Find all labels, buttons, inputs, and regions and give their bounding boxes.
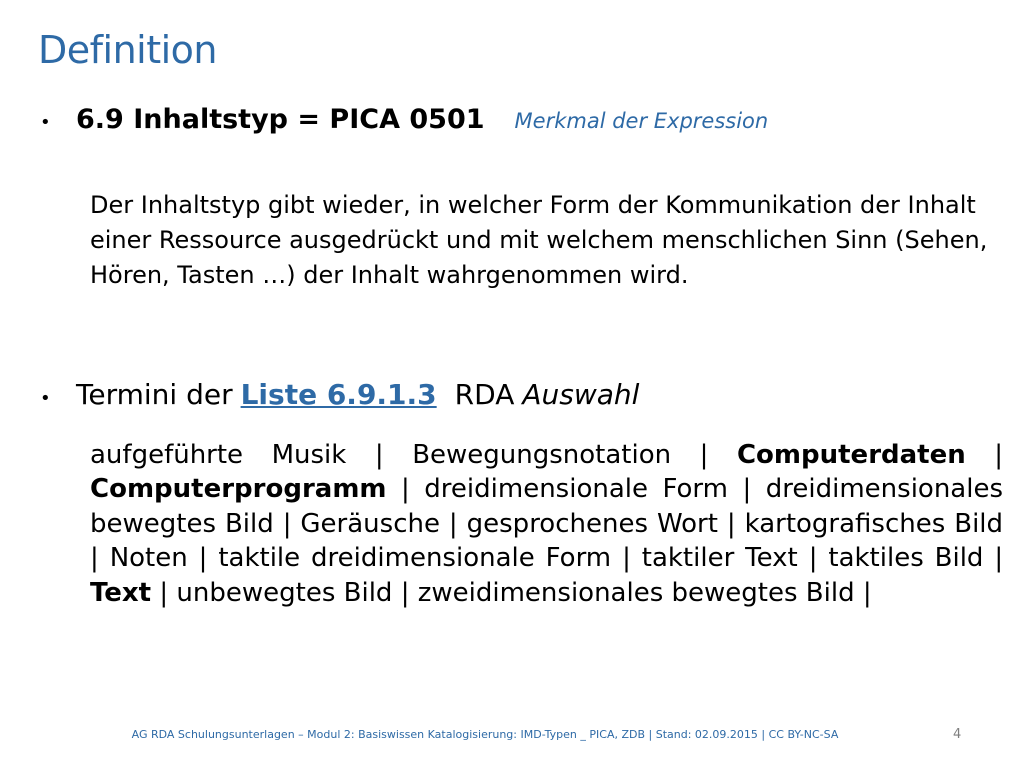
auswahl-label: Auswahl xyxy=(522,378,640,411)
bullet-inhaltstyp xyxy=(40,104,768,135)
term-separator: | xyxy=(726,508,736,539)
term-item: Noten xyxy=(109,543,188,574)
term-separator: | xyxy=(622,543,631,574)
term-item: taktiles Bild xyxy=(828,543,984,574)
term-separator: | xyxy=(159,577,169,608)
term-separator: | xyxy=(448,508,458,539)
term-item: aufgeführte Musik xyxy=(90,440,347,470)
term-separator: | xyxy=(994,440,1004,470)
liste-link[interactable]: Liste 6.9.1.3 xyxy=(240,378,437,411)
merkmal-label: Merkmal der Expression xyxy=(514,109,769,133)
term-item: taktile dreidimensionale Form xyxy=(218,543,612,574)
term-separator: | xyxy=(862,577,872,608)
footer: AG RDA Schulungsunterlagen – Modul 2: Basiswissen Katalogisierung: IMD-Typen _ PICA, ZDB | Stand: 02.09.2015 | CC BY-NC-SA xyxy=(131,728,839,741)
term-item: Text xyxy=(90,577,152,608)
term-separator: | xyxy=(699,440,709,470)
bullet-dot-icon: • xyxy=(40,388,51,409)
bullet-termini xyxy=(40,378,639,411)
term-item: zweidimensionales bewegtes Bild xyxy=(417,577,855,608)
term-separator: | xyxy=(808,543,818,574)
page-number: 4 xyxy=(953,727,962,742)
slide-title: Definition xyxy=(38,28,218,72)
term-item: Computerprogramm xyxy=(90,474,387,505)
term-item: taktiler Text xyxy=(641,543,798,574)
terms-list xyxy=(90,438,1003,610)
term-item: Geräusche xyxy=(300,508,440,539)
term-separator: | xyxy=(400,577,410,608)
definition-paragraph: Der Inhaltstyp gibt wieder, in welcher Form der Kommunikation der Inhalt einer Ressource ausgedrückt und mit welchem menschlichen Sinn (Sehen, Hören, Tasten …) der Inhalt wahrgenommen wird. xyxy=(90,191,988,289)
inhaltstyp-heading: 6.9 Inhaltstyp = PICA 0501 xyxy=(76,104,485,135)
term-item: dreidimensionales bewegtes Bild xyxy=(90,474,1004,539)
term-item: gesprochenes Wort xyxy=(466,508,718,539)
rda-label: RDA xyxy=(454,378,515,411)
term-separator: | xyxy=(90,543,99,574)
term-separator: | xyxy=(994,543,1004,574)
termini-prefix: Termini der xyxy=(76,378,233,411)
term-item: dreidimensionale Form xyxy=(424,474,728,505)
term-item: Computerdaten xyxy=(736,440,966,470)
term-item: kartografisches Bild xyxy=(744,508,1004,539)
term-separator: | xyxy=(401,474,410,505)
term-item: unbewegtes Bild xyxy=(176,577,393,608)
term-separator: | xyxy=(374,440,384,470)
term-separator: | xyxy=(742,474,752,505)
term-item: Bewegungsnotation xyxy=(412,440,672,470)
bullet-dot-icon: • xyxy=(40,112,51,133)
term-separator: | xyxy=(198,543,208,574)
term-separator: | xyxy=(282,508,292,539)
